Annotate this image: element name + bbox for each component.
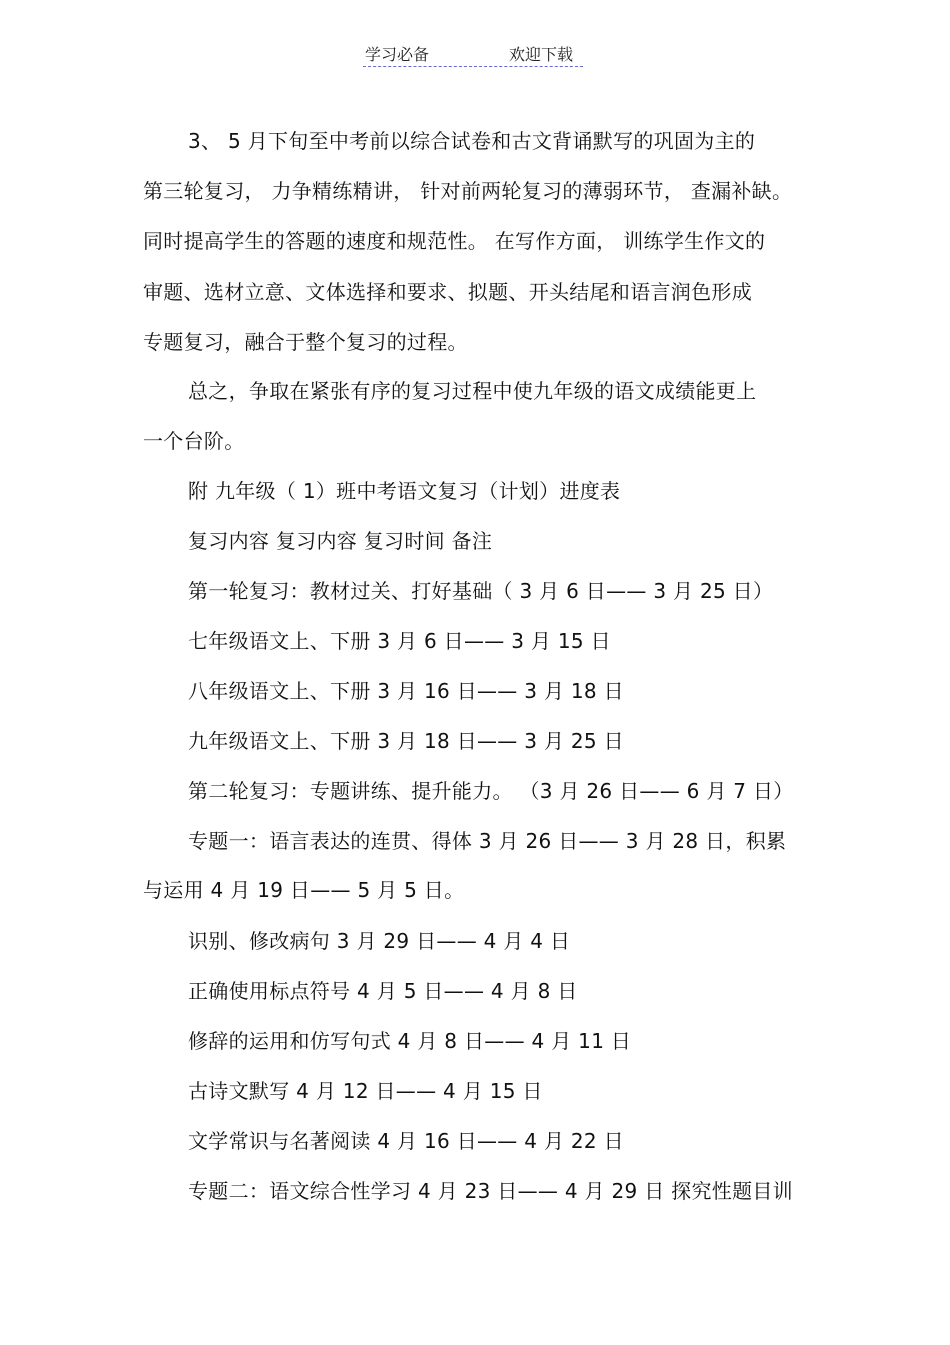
schedule-line: 第一轮复习：教材过关、打好基础（ 3 月 6 日—— 3 月 25 日） (188, 579, 774, 603)
paragraph-line: 审题、选材立意、文体选择和要求、拟题、开头结尾和语言润色形成 (143, 280, 752, 304)
schedule-line: 八年级语文上、下册 3 月 16 日—— 3 月 18 日 (188, 679, 624, 703)
paragraph-line: 一个台阶。 (143, 429, 245, 453)
header-left-text: 学习必备 (365, 45, 430, 64)
paragraph-line: 3、 5 月下旬至中考前以综合试卷和古文背诵默写的巩固为主的 (188, 129, 756, 153)
schedule-line: 七年级语文上、下册 3 月 6 日—— 3 月 15 日 (188, 629, 611, 653)
schedule-line: 与运用 4 月 19 日—— 5 月 5 日。 (143, 878, 465, 902)
schedule-line: 九年级语文上、下册 3 月 18 日—— 3 月 25 日 (188, 729, 624, 753)
page-header (363, 40, 583, 67)
schedule-line: 识别、修改病句 3 月 29 日—— 4 月 4 日 (188, 929, 571, 953)
schedule-line: 古诗文默写 4 月 12 日—— 4 月 15 日 (188, 1079, 543, 1103)
schedule-line: 专题一：语言表达的连贯、得体 3 月 26 日—— 3 月 28 日，积累 (188, 829, 787, 853)
schedule-line: 文学常识与名著阅读 4 月 16 日—— 4 月 22 日 (188, 1129, 624, 1153)
schedule-line: 修辞的运用和仿写句式 4 月 8 日—— 4 月 11 日 (188, 1029, 632, 1053)
paragraph-line: 第三轮复习， 力争精练精讲， 针对前两轮复习的薄弱环节， 查漏补缺。 (143, 179, 793, 203)
table-header: 复习内容 复习内容 复习时间 备注 (188, 529, 493, 553)
table-title: 附 九年级（ 1）班中考语文复习（计划）进度表 (188, 479, 621, 503)
schedule-line: 专题二：语文综合性学习 4 月 23 日—— 4 月 29 日 探究性题目训 (188, 1179, 793, 1203)
paragraph-line: 同时提高学生的答题的速度和规范性。 在写作方面， 训练学生作文的 (143, 229, 766, 253)
paragraph-line: 专题复习，融合于整个复习的过程。 (143, 330, 468, 354)
header-right-text: 欢迎下载 (509, 45, 574, 64)
schedule-line: 第二轮复习：专题讲练、提升能力。 （3 月 26 日—— 6 月 7 日） (188, 779, 794, 803)
schedule-line: 正确使用标点符号 4 月 5 日—— 4 月 8 日 (188, 979, 578, 1003)
paragraph-line: 总之，争取在紧张有序的复习过程中使九年级的语文成绩能更上 (188, 379, 757, 403)
